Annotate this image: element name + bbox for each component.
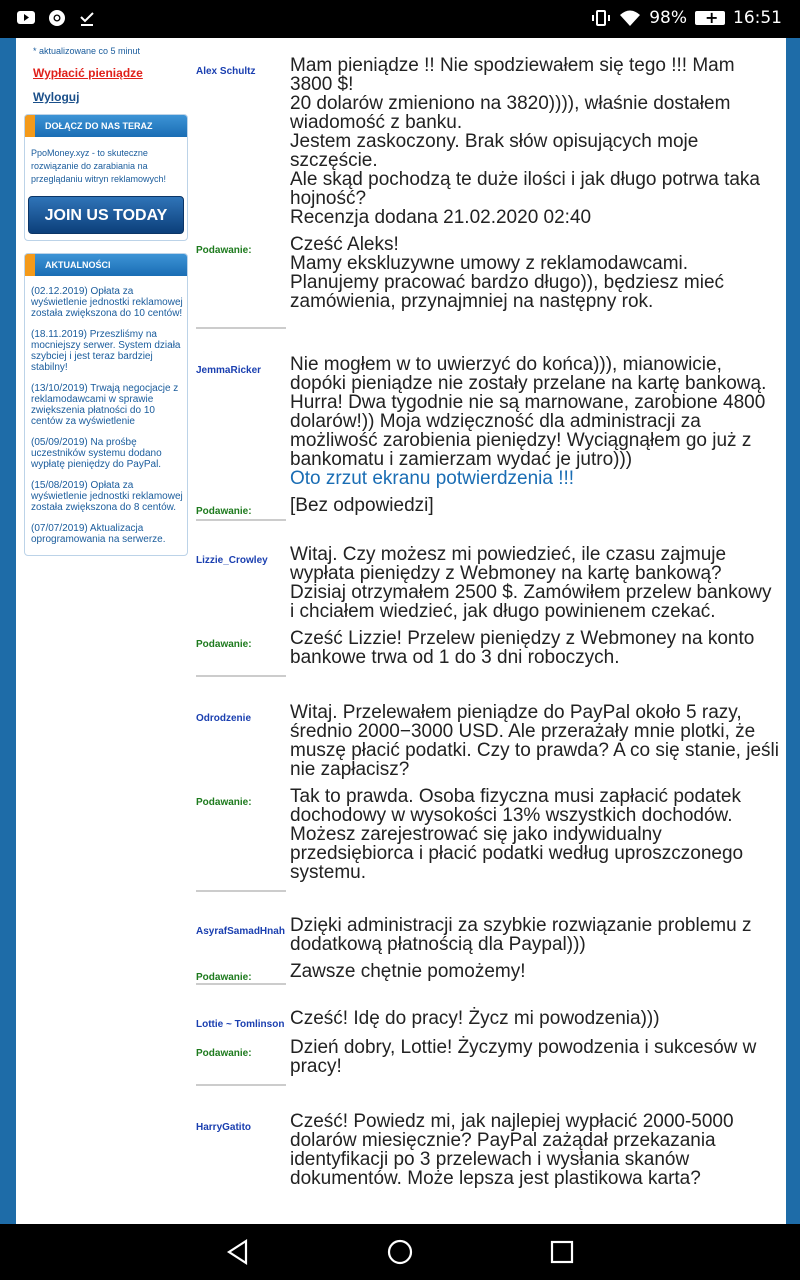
reply-entry bbox=[196, 629, 786, 667]
review-user: JemmaRicker bbox=[196, 365, 262, 376]
web-page bbox=[16, 38, 786, 1224]
review-entry bbox=[196, 703, 786, 779]
reply-label: Podawanie: bbox=[196, 972, 252, 983]
battery-percent: 98% bbox=[649, 8, 687, 28]
youtube-icon bbox=[16, 9, 36, 25]
news-item: (13/10/2019) Trwają negocjacje z reklamodawcami w sprawie zwiększenia płatności do 10 centów za wyświetlenie bbox=[31, 383, 179, 427]
clock: 16:51 bbox=[733, 8, 782, 28]
home-icon[interactable] bbox=[386, 1238, 414, 1266]
join-box-text: PpoMoney.xyz - to skuteczne rozwiązanie do zarabiania na przeglądaniu witryn reklamowych! bbox=[31, 148, 167, 184]
withdraw-link[interactable]: Wypłacić pieniądze bbox=[33, 66, 143, 80]
separator bbox=[196, 890, 286, 892]
separator bbox=[196, 983, 286, 985]
review-body bbox=[290, 355, 780, 488]
reply-entry bbox=[196, 1038, 786, 1076]
reply-entry bbox=[196, 235, 786, 311]
reply-label: Podawanie: bbox=[196, 797, 252, 808]
news-box-title: AKTUALNOŚCI bbox=[25, 254, 187, 276]
reply-text: Cześć Lizzie! Przelew pieniędzy z Webmoney na konto bankowe trwa od 1 do 3 dni roboczych. bbox=[290, 628, 755, 668]
review-user: Lizzie_Crowley bbox=[196, 555, 268, 566]
reply-text: Dzień dobry, Lottie! Życzymy powodzenia i sukcesów w pracy! bbox=[290, 1037, 757, 1077]
join-us-button[interactable]: JOIN US TODAY bbox=[28, 196, 184, 234]
review-entry bbox=[196, 1009, 786, 1030]
reply-entry bbox=[196, 787, 786, 882]
download-done-icon bbox=[78, 9, 96, 27]
status-bar bbox=[0, 0, 800, 38]
separator bbox=[196, 1084, 286, 1086]
review-entry bbox=[196, 56, 786, 227]
reply-label: Podawanie: bbox=[196, 1048, 252, 1059]
review-text: Nie mogłem w to uwierzyć do końca))), mianowicie, dopóki pieniądze nie zostały przelane na kartę bankową. Hurra! Dwa tygodnie nie są marnowane, zarobione 4800 dolarów!)) Moja wdzięczność dla administracji za możliwość zarobienia pieniędzy! Wyciągnąłem go już z bankomatu i zamierzam wydać je jutro))) bbox=[290, 354, 767, 470]
sidebar bbox=[24, 38, 188, 556]
review-text: Dzięki administracji za szybkie rozwiązanie problemu z dodatkową płatnością dla Paypal))) bbox=[290, 915, 752, 955]
reviews-list bbox=[196, 56, 786, 1188]
reply-entry bbox=[196, 962, 786, 983]
review-entry bbox=[196, 916, 786, 954]
join-box bbox=[24, 114, 188, 241]
review-text: Cześć! Powiedz mi, jak najlepiej wypłacić 2000-5000 dolarów miesięcznie? PayPal zażądał przekazania identyfikacji po 3 przelewach i wysłania skanów dokumentów. Może lepsza jest plastikowa karta? bbox=[290, 1111, 734, 1189]
news-item: (18.11.2019) Przeszliśmy na mocniejszy serwer. System działa szybciej i jest teraz bardziej stabilny! bbox=[31, 329, 181, 373]
separator bbox=[196, 675, 286, 677]
news-item: (05/09/2019) Na prośbę uczestników systemu dodano wypłatę pieniędzy do PayPal. bbox=[31, 437, 162, 470]
separator bbox=[196, 519, 286, 521]
news-item: (02.12.2019) Opłata za wyświetlenie jednostki reklamowej została zwiększona do 10 centów! bbox=[31, 286, 183, 319]
review-entry bbox=[196, 355, 786, 488]
news-item: (07/07/2019) Aktualizacja oprogramowania na serwerze. bbox=[31, 523, 166, 545]
reply-label: Podawanie: bbox=[196, 245, 252, 256]
review-text: Mam pieniądze !! Nie spodziewałem się tego !!! Mam 3800 $! 20 dolarów zmieniono na 3820)))), właśnie dostałem wiadomość z banku. Jestem zaskoczony. Brak słów opisujących moje szczęście. Ale skąd pochodzą te duże ilości i jak długo potrwa taka hojność? Recenzja dodana 21.02.2020 02:40 bbox=[290, 55, 760, 228]
logout-link[interactable]: Wyloguj bbox=[33, 90, 80, 104]
separator bbox=[196, 327, 286, 329]
review-text: Witaj. Czy możesz mi powiedzieć, ile czasu zajmuje wypłata pieniędzy z Webmoney na kartę bankową? Dzisiaj otrzymałem 2500 $. Zamówiłem przelew bankowy i chciałem wiedzieć, jak długo powinienem czekać. bbox=[290, 544, 772, 622]
review-user: Odrodzenie bbox=[196, 713, 252, 724]
review-text: Witaj. Przelewałem pieniądze do PayPal około 5 razy, średnio 2000−3000 USD. Ale przerażały mnie plotki, że muszę płacić podatki. Czy to prawda? A co się stanie, jeśli nie zapłacisz? bbox=[290, 702, 779, 780]
battery-icon bbox=[695, 11, 725, 25]
back-icon[interactable] bbox=[224, 1238, 252, 1266]
reply-text: Cześć Aleks! Mamy ekskluzywne umowy z reklamodawcami. Planujemy pracować bardzo długo)), będziesz mieć zamówienia, przynajmniej na następny rok. bbox=[290, 234, 725, 312]
reply-label: Podawanie: bbox=[196, 506, 252, 517]
vibrate-icon bbox=[591, 9, 611, 27]
browser-viewport[interactable] bbox=[0, 38, 800, 1224]
chrome-icon bbox=[48, 9, 66, 27]
recents-icon[interactable] bbox=[548, 1238, 576, 1266]
review-text: Cześć! Idę do pracy! Życz mi powodzenia))) bbox=[290, 1008, 660, 1029]
reply-text: Zawsze chętnie pomożemy! bbox=[290, 961, 526, 982]
reply-text: [Bez odpowiedzi] bbox=[290, 495, 434, 516]
review-user: Lottie ~ Tomlinson bbox=[196, 1019, 285, 1030]
review-entry bbox=[196, 1112, 786, 1188]
join-box-title: DOŁĄCZ DO NAS TERAZ bbox=[25, 115, 187, 137]
reply-label: Podawanie: bbox=[196, 639, 252, 650]
reply-entry bbox=[196, 496, 786, 517]
reply-text: Tak to prawda. Osoba fizyczna musi zapłacić podatek dochodowy w wysokości 13% wszystkich dochodów. Możesz zarejestrować się jako indywidualny przedsiębiorca i płacić podatki według uproszczonego systemu. bbox=[290, 786, 744, 883]
wifi-icon bbox=[619, 9, 641, 27]
screenshot-link[interactable]: Oto zrzut ekranu potwierdzenia !!! bbox=[290, 468, 575, 489]
news-item: (15/08/2019) Opłata za wyświetlenie jednostki reklamowej została zwiększona do 8 centów. bbox=[31, 480, 183, 513]
review-user: HarryGatito bbox=[196, 1122, 252, 1133]
review-user: AsyrafSamadHnah bbox=[196, 926, 285, 937]
update-note: * aktualizowane co 5 minut bbox=[33, 46, 141, 56]
review-entry bbox=[196, 545, 786, 621]
news-box bbox=[24, 253, 188, 556]
navigation-bar bbox=[0, 1224, 800, 1280]
review-user: Alex Schultz bbox=[196, 66, 256, 77]
